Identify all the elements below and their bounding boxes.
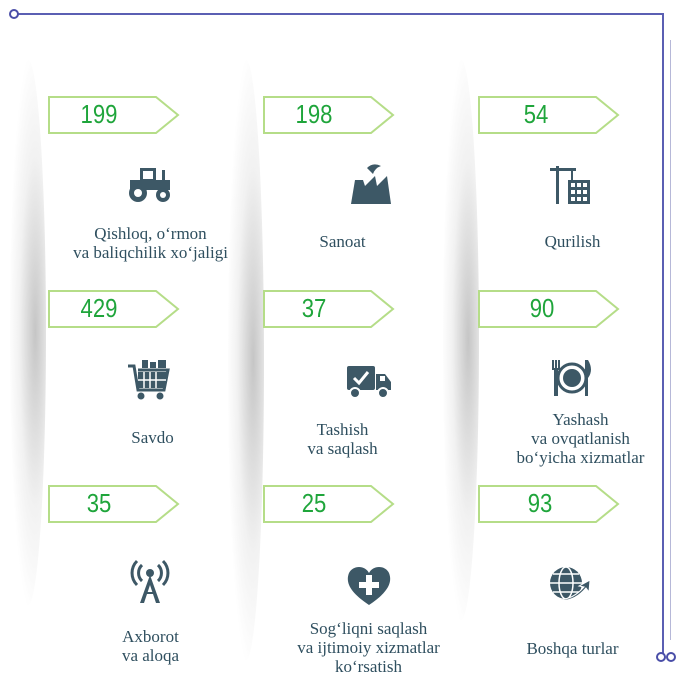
antenna-tower-icon: [126, 559, 174, 603]
category-label: Yashash va ovqatlanish bo‘yicha xizmatlar: [516, 410, 645, 467]
category-card-construction: [478, 96, 680, 286]
shopping-cart-icon: [126, 358, 174, 402]
count-badge: [263, 485, 393, 521]
category-label: Sog‘liqni saqlash va ijtimoiy xizmatlar ko‘rsatish: [297, 619, 440, 676]
count-value: 90: [529, 293, 555, 323]
construction-crane-icon: [548, 162, 596, 206]
count-value: 198: [295, 99, 333, 129]
category-label: Boshqa turlar: [526, 639, 619, 658]
column-divider: [10, 60, 46, 605]
category-card-communication: [48, 485, 263, 675]
count-value: 35: [86, 488, 112, 518]
count-value: 199: [80, 99, 118, 129]
category-label: Sanoat: [319, 232, 366, 251]
category-card-agriculture: [48, 96, 263, 286]
count-badge: [478, 290, 608, 326]
category-label: Tashish va saqlash: [307, 420, 378, 458]
frame-top-line: [18, 13, 664, 15]
category-label: Qishloq, o‘rmon va baliqchilik xo‘jaligi: [73, 224, 228, 262]
category-card-accommodation: [478, 290, 680, 480]
frame-start-ring: [9, 9, 19, 19]
category-card-healthcare: [263, 485, 478, 675]
count-value: 25: [301, 488, 327, 518]
count-badge: [48, 290, 178, 326]
plate-cutlery-icon: [548, 356, 596, 400]
count-badge: [263, 96, 393, 132]
count-value: 37: [301, 293, 327, 323]
globe-arrow-icon: [544, 561, 592, 605]
count-badge: [478, 96, 608, 132]
count-badge: [48, 485, 178, 521]
category-label: Qurilish: [544, 232, 601, 251]
factory-icon: [347, 162, 395, 206]
category-card-trade: [48, 290, 263, 480]
category-card-industry: [263, 96, 478, 286]
count-badge: [48, 96, 178, 132]
count-value: 93: [527, 488, 553, 518]
category-card-other: [478, 485, 680, 675]
category-label: Savdo: [131, 428, 174, 447]
count-badge: [263, 290, 393, 326]
category-card-transport: [263, 290, 478, 480]
tractor-icon: [126, 162, 174, 206]
count-value: 429: [80, 293, 118, 323]
count-value: 54: [523, 99, 549, 129]
heart-cross-icon: [345, 563, 393, 607]
delivery-truck-icon: [345, 360, 393, 404]
category-label: Axborot va aloqa: [121, 627, 180, 665]
count-badge: [478, 485, 608, 521]
